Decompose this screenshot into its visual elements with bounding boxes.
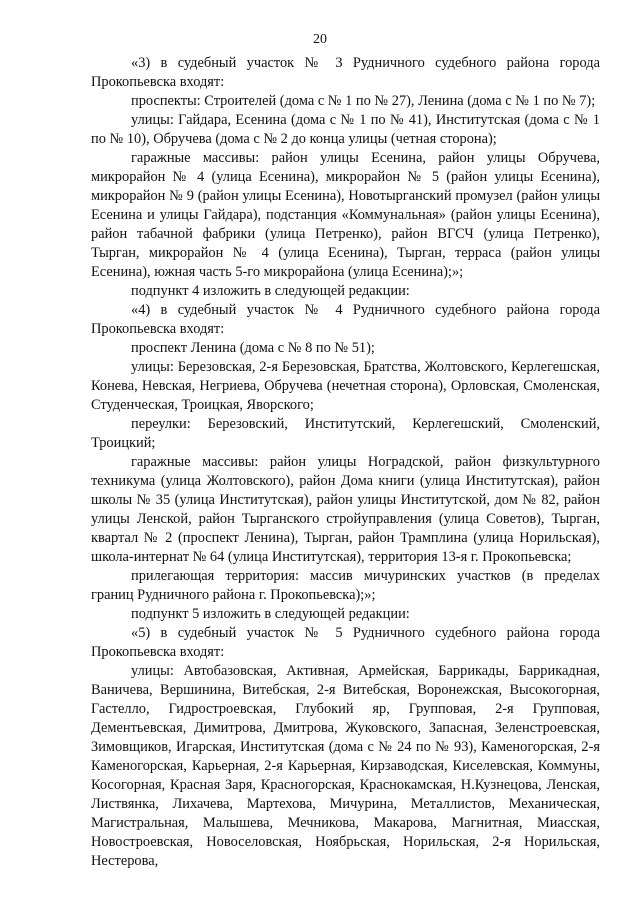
paragraph-district-4-adjacent: прилегающая территория: массив мичуринских участков (в пределах границ Рудничного района г. Прокопьевска);»; — [91, 568, 600, 603]
paragraph-district-4-lanes: переулки: Березовский, Институтский, Керлегешский, Смоленский, Троицкий; — [91, 416, 600, 451]
paragraph-district-4-streets: улицы: Березовская, 2-я Березовская, Братства, Жолтовского, Керлегешская, Конева, Невская, Негриева, Обручева (нечетная сторона), Орловская, Смоленская, Студенческая, Троицкая, Яворского; — [91, 359, 600, 413]
paragraph-subitem-5-intro: подпункт 5 изложить в следующей редакции: — [131, 606, 410, 622]
paragraph-district-3-heading: «3) в судебный участок № 3 Рудничного судебного района города Прокопьевска входят: — [91, 55, 600, 90]
paragraph-district-4-heading: «4) в судебный участок № 4 Рудничного судебного района города Прокопьевска входят: — [91, 302, 600, 337]
document-body — [91, 54, 600, 871]
paragraph-district-3-avenues: проспекты: Строителей (дома с № 1 по № 27), Ленина (дома с № 1 по № 7); — [131, 93, 596, 109]
paragraph-district-4-garages: гаражные массивы: район улицы Ноградской, район физкультурного техникума (улица Жолтовского), район Дома книги (улица Институтская), район школы № 35 (улица Институтская), район улицы Институтской, дом № 82, район улицы Ленской, район Тырганского стройуправления (улица Советов), Тырган, квартал № 2 (проспект Ленина), Тырган, район Трамплина (улица Норильская), школа-интернат № 64 (улица Институтская), территория 13-я г. Прокопьевска; — [91, 454, 600, 565]
paragraph-district-5-heading: «5) в судебный участок № 5 Рудничного судебного района города Прокопьевска входят: — [91, 625, 600, 660]
paragraph-district-3-garages: гаражные массивы: район улицы Есенина, район улицы Обручева, микрорайон № 4 (улица Есенина), микрорайон № 5 (район улицы Есенина), микрорайон № 9 (район улицы Есенина), Новотырганский промузел (район улицы Есенина и улицы Гайдара), подстанция «Коммунальная» (район улицы Есенина), район табачной фабрики (улица Петренко), район ВГСЧ (улица Петренко), Тырган, микрорайон № 4 (улица Есенина), Тырган, терраса (район улицы Есенина), южная часть 5-го микрорайона (улица Есенина);»; — [91, 150, 600, 280]
paragraph-district-5-streets: улицы: Автобазовская, Активная, Армейская, Баррикады, Баррикадная, Ваничева, Вершинина, Витебская, 2-я Витебская, Воронежская, Высокогорная, Гастелло, Гидростроевская, Глубокий яр, Групповая, 2-я Групповая, Дементьевская, Димитрова, Дмитрова, Жуковского, Запасная, Зеленстроевская, Зимовщиков, Игарская, Институтская (дома с № 24 по № 93), Каменогорская, 2-я Каменогорская, Карьерная, 2-я Карьерная, Кирзаводская, Киселевская, Коммуны, Косогорная, Красная Заря, Красногорская, Краснокамская, Н.Кузнецова, Ленская, Листвянка, Лихачева, Мартехова, Мичурина, Металлистов, Механическая, Магистральная, Малышева, Мечникова, Макарова, Магнитная, Миасская, Новостроевская, Новоселовская, Ноябрьская, Норильская, 2-я Норильская, Нестерова, — [91, 663, 600, 869]
paragraph-subitem-4-intro: подпункт 4 изложить в следующей редакции: — [131, 283, 410, 299]
page-number: 20 — [313, 32, 327, 47]
paragraph-district-3-streets: улицы: Гайдара, Есенина (дома с № 1 по № 41), Институтская (дома с № 1 по № 10), Обручева (дома с № 2 до конца улицы (четная сторона); — [91, 112, 600, 147]
paragraph-district-4-avenue: проспект Ленина (дома с № 8 по № 51); — [131, 340, 375, 356]
